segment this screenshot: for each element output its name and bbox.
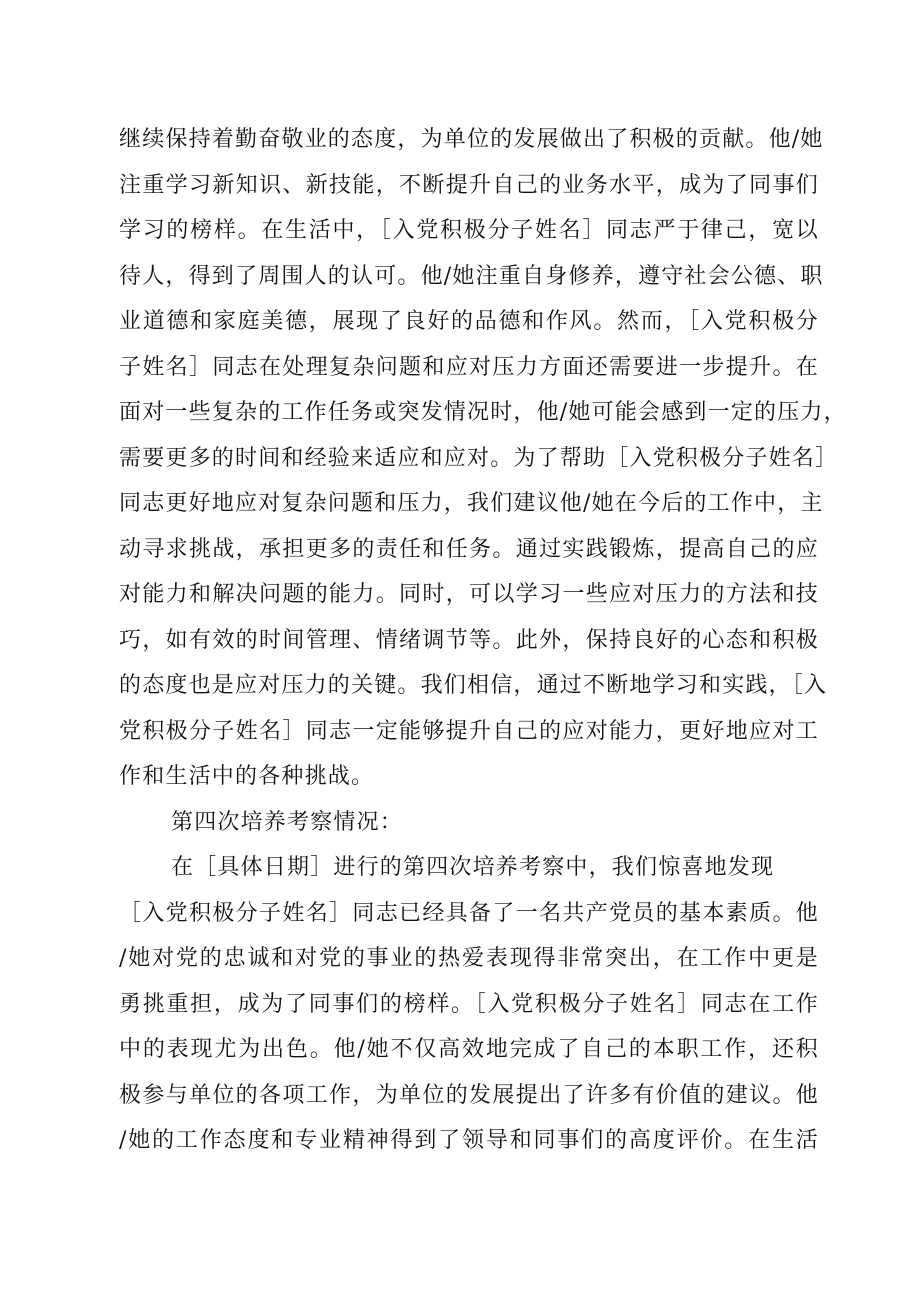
text-line: 注重学习新知识、新技能，不断提升自己的业务水平，成为了同事们: [119, 172, 819, 198]
text-line: /她对党的忠诚和对党的事业的热爱表现得非常突出，在工作中更是: [119, 946, 819, 971]
text-line: 对能力和解决问题的能力。同时，可以学习一些应对压力的方法和技: [119, 582, 819, 607]
text-line: 同志更好地应对复杂问题和压力，我们建议他/她在今后的工作中，主: [119, 491, 824, 516]
section-heading-block: [119, 800, 819, 846]
text-line: /她的工作态度和专业精神得到了领导和同事们的高度评价。在生活: [119, 1128, 819, 1153]
text-line: 在［具体日期］进行的第四次培养考察中，我们惊喜地发现: [171, 855, 775, 880]
text-line: 子姓名］同志在处理复杂问题和应对压力方面还需要进一步提升。在: [119, 354, 819, 380]
text-line: 极参与单位的各项工作，为单位的发展提出了许多有价值的建议。他: [119, 1082, 819, 1108]
text-line: 面对一些复杂的工作任务或突发情况时，他/她可能会感到一定的压力，: [119, 400, 847, 425]
text-line: 动寻求挑战，承担更多的责任和任务。通过实践锻炼，提高自己的应: [119, 536, 819, 562]
text-line: 勇挑重担，成为了同事们的榜样。［入党积极分子姓名］同志在工作: [119, 991, 819, 1017]
paragraph-continued: [119, 117, 847, 800]
text-line: 需要更多的时间和经验来适应和应对。为了帮助［入党积极分子姓名］: [119, 445, 839, 471]
document-body: [119, 117, 847, 1164]
text-line: 继续保持着勤奋敬业的态度，为单位的发展做出了积极的贡献。他/她: [119, 127, 824, 152]
text-line: 党积极分子姓名］同志一定能够提升自己的应对能力，更好地应对工: [119, 718, 819, 744]
text-line: 巧，如有效的时间管理、情绪调节等。此外，保持良好的心态和积极: [119, 627, 819, 653]
section-heading: 第四次培养考察情况：: [171, 809, 404, 835]
paragraph-fourth-inspection: [119, 845, 819, 1164]
text-line: 待人，得到了周围人的认可。他/她注重自身修养，遵守社会公德、职: [119, 263, 824, 289]
text-line: 的态度也是应对压力的关键。我们相信，通过不断地学习和实践，［入: [119, 673, 828, 698]
text-line: 业道德和家庭美德，展现了良好的品德和作风。然而，［入党积极分: [119, 309, 819, 334]
text-line: 中的表现尤为出色。他/她不仅高效地完成了自己的本职工作，还积: [119, 1037, 819, 1062]
text-line: 作和生活中的各种挑战。: [119, 764, 375, 789]
text-line: 学习的榜样。在生活中，［入党积极分子姓名］同志严于律己，宽以: [119, 218, 819, 243]
text-line: ［入党积极分子姓名］同志已经具备了一名共产党员的基本素质。他: [119, 900, 819, 926]
